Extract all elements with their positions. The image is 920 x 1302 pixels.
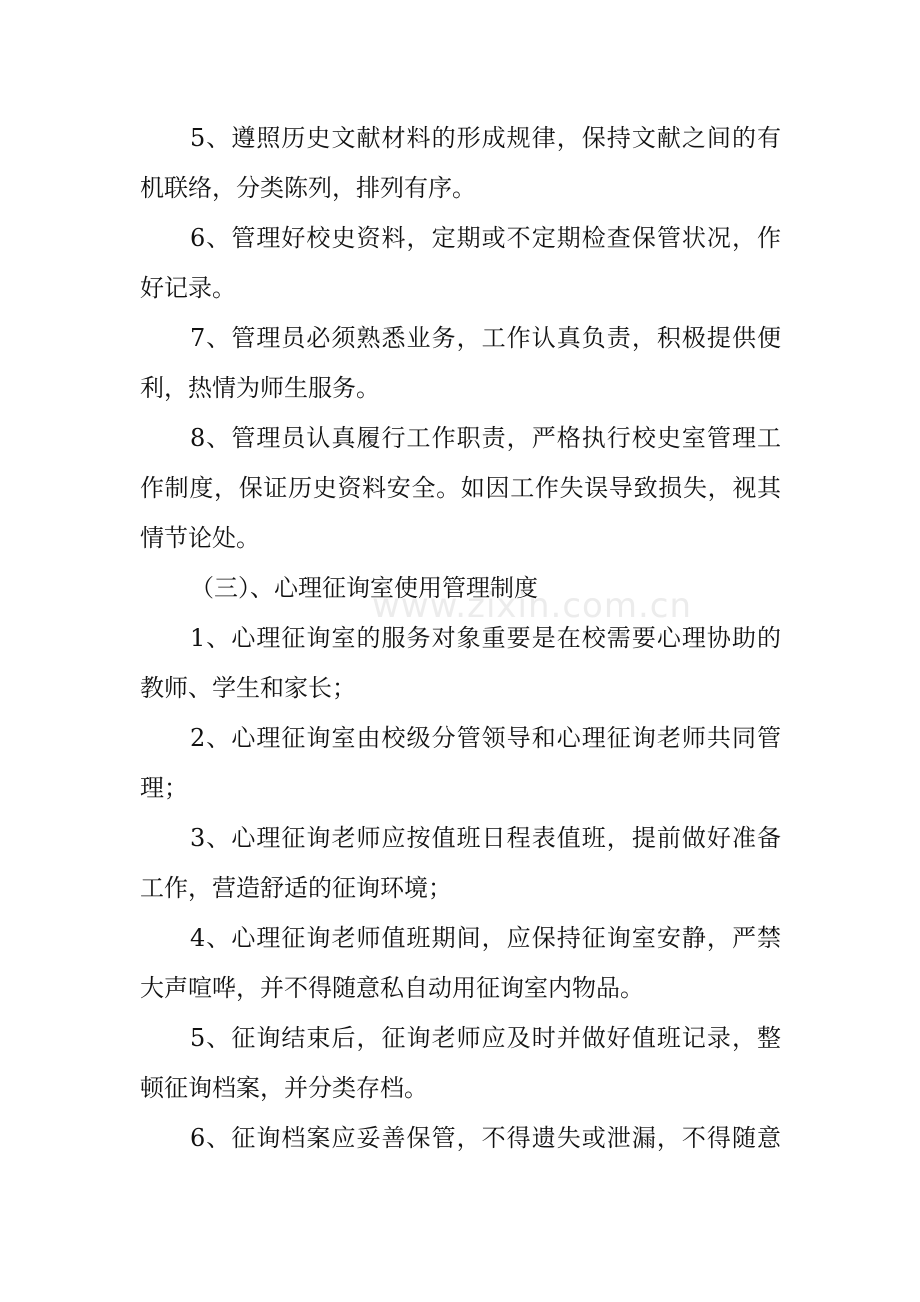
watermark: www.zixin.com.cn	[372, 586, 692, 626]
paragraph-line: 情节论处。	[140, 524, 260, 552]
paragraph-item-3-counseling	[140, 813, 781, 913]
paragraph-item-5-counseling	[140, 1013, 781, 1113]
paragraph-item-6-archives	[140, 213, 781, 313]
paragraph-item-6-counseling	[140, 1113, 781, 1163]
paragraph-line: 利，热情为师生服务。	[140, 374, 380, 402]
paragraph-line: 5、遵照历史文献材料的形成规律，保持文献之间的有	[190, 124, 781, 152]
paragraph-line: 工作，营造舒适的征询环境；	[140, 874, 452, 902]
paragraph-line: 作制度，保证历史资料安全。如因工作失误导致损失，视其	[140, 474, 781, 502]
paragraph-line: 6、征询档案应妥善保管，不得遗失或泄漏，不得随意	[190, 1124, 781, 1152]
paragraph-line: 1、心理征询室的服务对象重要是在校需要心理协助的	[190, 624, 781, 652]
paragraph-line: 机联络，分类陈列，排列有序。	[140, 174, 476, 202]
document-body	[140, 113, 781, 1163]
paragraph-line: 2、心理征询室由校级分管领导和心理征询老师共同管	[190, 724, 781, 752]
paragraph-line: 理；	[140, 774, 188, 802]
paragraph-item-4-counseling	[140, 913, 781, 1013]
paragraph-line: 7、管理员必须熟悉业务，工作认真负责，积极提供便	[190, 324, 781, 352]
paragraph-item-7-archives	[140, 313, 781, 413]
paragraph-line: 8、管理员认真履行工作职责，严格执行校史室管理工	[190, 424, 781, 452]
paragraph-line: 6、管理好校史资料，定期或不定期检查保管状况，作	[190, 224, 781, 252]
paragraph-line: 4、心理征询老师值班期间，应保持征询室安静，严禁	[190, 924, 781, 952]
paragraph-line: 3、心理征询老师应按值班日程表值班，提前做好准备	[190, 824, 781, 852]
paragraph-item-1-counseling	[140, 613, 781, 713]
paragraph-line: 好记录。	[140, 274, 236, 302]
paragraph-item-2-counseling	[140, 713, 781, 813]
paragraph-line: 5、征询结束后，征询老师应及时并做好值班记录，整	[190, 1024, 781, 1052]
paragraph-line: 大声喧哗，并不得随意私自动用征询室内物品。	[140, 974, 644, 1002]
paragraph-item-5-archives	[140, 113, 781, 213]
paragraph-line: 教师、学生和家长；	[140, 674, 356, 702]
paragraph-line: 顿征询档案，并分类存档。	[140, 1074, 428, 1102]
section-heading: （三）、心理征询室使用管理制度	[190, 574, 538, 602]
paragraph-item-8-archives	[140, 413, 781, 563]
